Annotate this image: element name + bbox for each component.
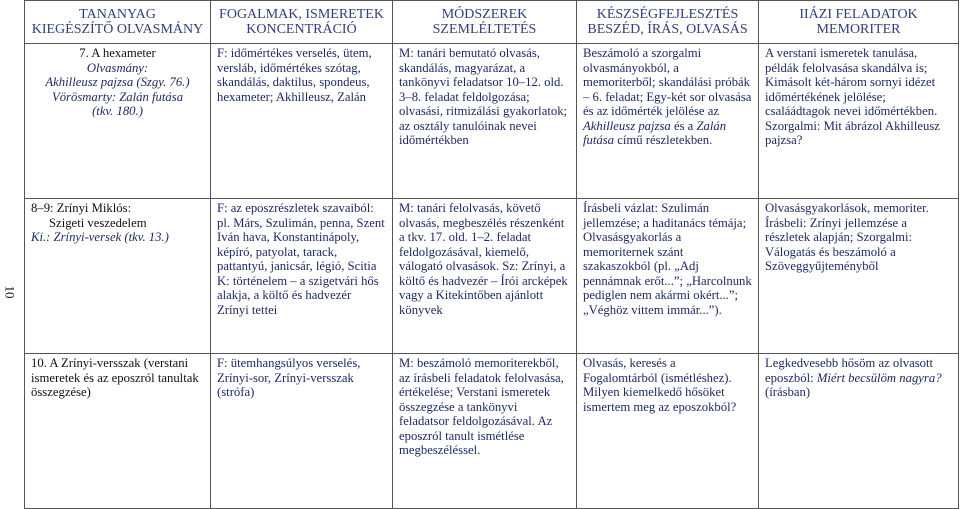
row3-homework-question: Miért becsülöm nagyra? [816, 370, 942, 385]
page-number [2, 272, 16, 312]
row1-methods-text: M: tanári bemutató olvasás, skandálás, magyarázat, a tankönyvi feladatsor 10–12. old. 3–8. feladat feldolgozása; olvasási, ritmizálási gyakorlatok; az osztály tanulóinak nevei időmértékben [399, 46, 568, 147]
row1-homework-text: A verstani ismeretek tanulása, példák felolvasása skandálva is; Kimásolt két-három sornyi idézet időmértékének jelölése; csaláádtagok nevei időmértékben. Szorgalmi: Mit ábrázol Akhilleusz pajzsa? [765, 46, 940, 147]
row2-topic-work: Szigeti veszedelem [49, 215, 147, 230]
header-methods [393, 1, 577, 44]
row1-topic-reading-2: Vörösmarty: Zalán futása [51, 89, 184, 104]
row1-skills-text: Beszámoló a szorgalmi olvasmányokból, a memoriterből; skandálási próbák – 6. feladat; Egy-két sor olvasása és az időmérték jelölése az [583, 46, 752, 118]
header-topic-line2: KIEGÉSZÍTŐ OLVASMÁNY [31, 22, 204, 37]
header-skills-line2: BESZÉD, ÍRÁS, OLVASÁS [587, 22, 748, 37]
header-topic [25, 1, 211, 44]
row1-concepts-cell [211, 44, 393, 199]
header-skills-line1: KÉSZSÉGFEJLESZTÉS [596, 7, 739, 22]
row2-homework-cell [759, 199, 959, 354]
row3-topic-title: 10. A Zrínyi-versszak (verstani ismeretek és az eposzról tanultak összegzése) [31, 356, 199, 399]
row1-topic-title: 7. A hexameter [79, 46, 156, 60]
row1-topic-reading-ref: (tkv. 180.) [92, 104, 143, 118]
row2-topic-reading: Ki.: Zrínyi-versek (tkv. 13.) [31, 230, 169, 244]
row2-topic-title: 8–9: Zrínyi Miklós: [31, 201, 132, 215]
row1-skills-title-1: Akhilleusz pajzsa [583, 118, 671, 133]
row1-topic-cell [25, 44, 211, 199]
row1-homework-cell [759, 44, 959, 199]
header-concepts-line1: FOGALMAK, ISMERETEK [219, 7, 384, 22]
row3-skills-cell [577, 354, 759, 509]
table-row [25, 354, 959, 509]
header-homework-line1: IIÁZI FELADATOK [799, 7, 918, 22]
row3-concepts-cell [211, 354, 393, 509]
row2-concepts-cell [211, 199, 393, 354]
page-number-text: 10 [2, 285, 17, 299]
row2-topic-cell [25, 199, 211, 354]
header-homework-line2: MEMORITER [816, 22, 901, 37]
row3-homework-text: Legkedvesebb hősöm az olvasott eposzból: [765, 356, 934, 385]
row3-methods-cell [393, 354, 577, 509]
header-concepts [211, 1, 393, 44]
row2-skills-cell [577, 199, 759, 354]
row3-methods-text: M: beszámoló memoriterekből, az írásbeli feladatok felolvasása, értékelése; Verstani ismeretek összegzése a tankönyvi feladatsor feldolgozásával. Az eposzról tanult ismétlése megbeszéléssel. [399, 356, 564, 457]
table-row [25, 44, 959, 199]
row1-skills-title-2: Zalán futása [583, 118, 727, 147]
header-concepts-line2: KONCENTRÁCIÓ [246, 22, 357, 37]
header-homework [759, 1, 959, 44]
row3-homework-note: (írásban) [765, 385, 811, 399]
header-row [25, 1, 959, 44]
header-methods-line1: MÓDSZEREK [441, 7, 528, 22]
row2-methods-text: M: tanári felolvasás, követő olvasás, megbeszélés részenként a tkv. 17. old. 1–2. feladat feldolgozásával, kiemelő, válogató olvasások. Sz: Zrínyi, a költő és hadvezér – Írói arcképek vagy a Kitekintőben ajánlott könyvek [399, 201, 568, 317]
row1-skills-end: című részletekben. [614, 133, 713, 147]
row3-homework-cell [759, 354, 959, 509]
row1-topic-reading-label: Olvasmány: [86, 60, 149, 75]
row3-skills-text: Olvasás, keresés a Fogalomtárból (ismétléshez). Milyen kiemelkedő hősöket ismertem meg az eposzokból? [583, 356, 737, 414]
header-skills [577, 1, 759, 44]
row2-skills-text: Írásbeli vázlat: Szulimán jellemzése; a haditanács témája; Olvasásgyakorlás a memoriternek szánt szakaszokból (pl. „Adj pennámnak erőt...”; „Harcolnunk pediglen nem akármi okért...”; „Véghöz vittem immár...”). [583, 201, 752, 317]
table-row [25, 199, 959, 354]
row2-methods-cell [393, 199, 577, 354]
row2-concepts-text: F: az eposzrészletek szavaiból: pl. Márs, Szulimán, penna, Szent Iván hava, Konstantinápoly, képíró, patyolat, tarack, pattantyú, janicsár, légió, Scitia K: történelem – a szigetvári hős alakja, a költő és hadvezér Zrínyi tettei [217, 201, 385, 317]
row1-concepts-text: F: időmértékes verselés, ütem, versláb, időmértékes szótag, skandálás, daktilus, spondeus, hexameter; Akhilleusz, Zalán [217, 46, 372, 104]
header-topic-line1: TANANYAG [79, 7, 156, 22]
row1-topic-reading-1: Akhilleusz pajzsa (Szgy. 76.) [45, 75, 190, 89]
row3-concepts-text: F: ütemhangsúlyos verselés, Zrínyi-sor, Zrínyi-versszak (strófa) [217, 356, 361, 399]
header-methods-line2: SZEMLÉLTETÉS [432, 22, 537, 37]
row3-topic-cell [25, 354, 211, 509]
row1-skills-cell [577, 44, 759, 199]
row1-methods-cell [393, 44, 577, 199]
lesson-plan-table [24, 0, 959, 509]
row1-skills-conj: és a [670, 118, 697, 133]
row2-homework-text: Olvasásgyakorlások, memoriter. Írásbeli: Zrínyi jellemzése a részletek alapján; Szorgalmi: Válogatás és beszámoló a Szöveggyűjteményből [765, 201, 929, 273]
